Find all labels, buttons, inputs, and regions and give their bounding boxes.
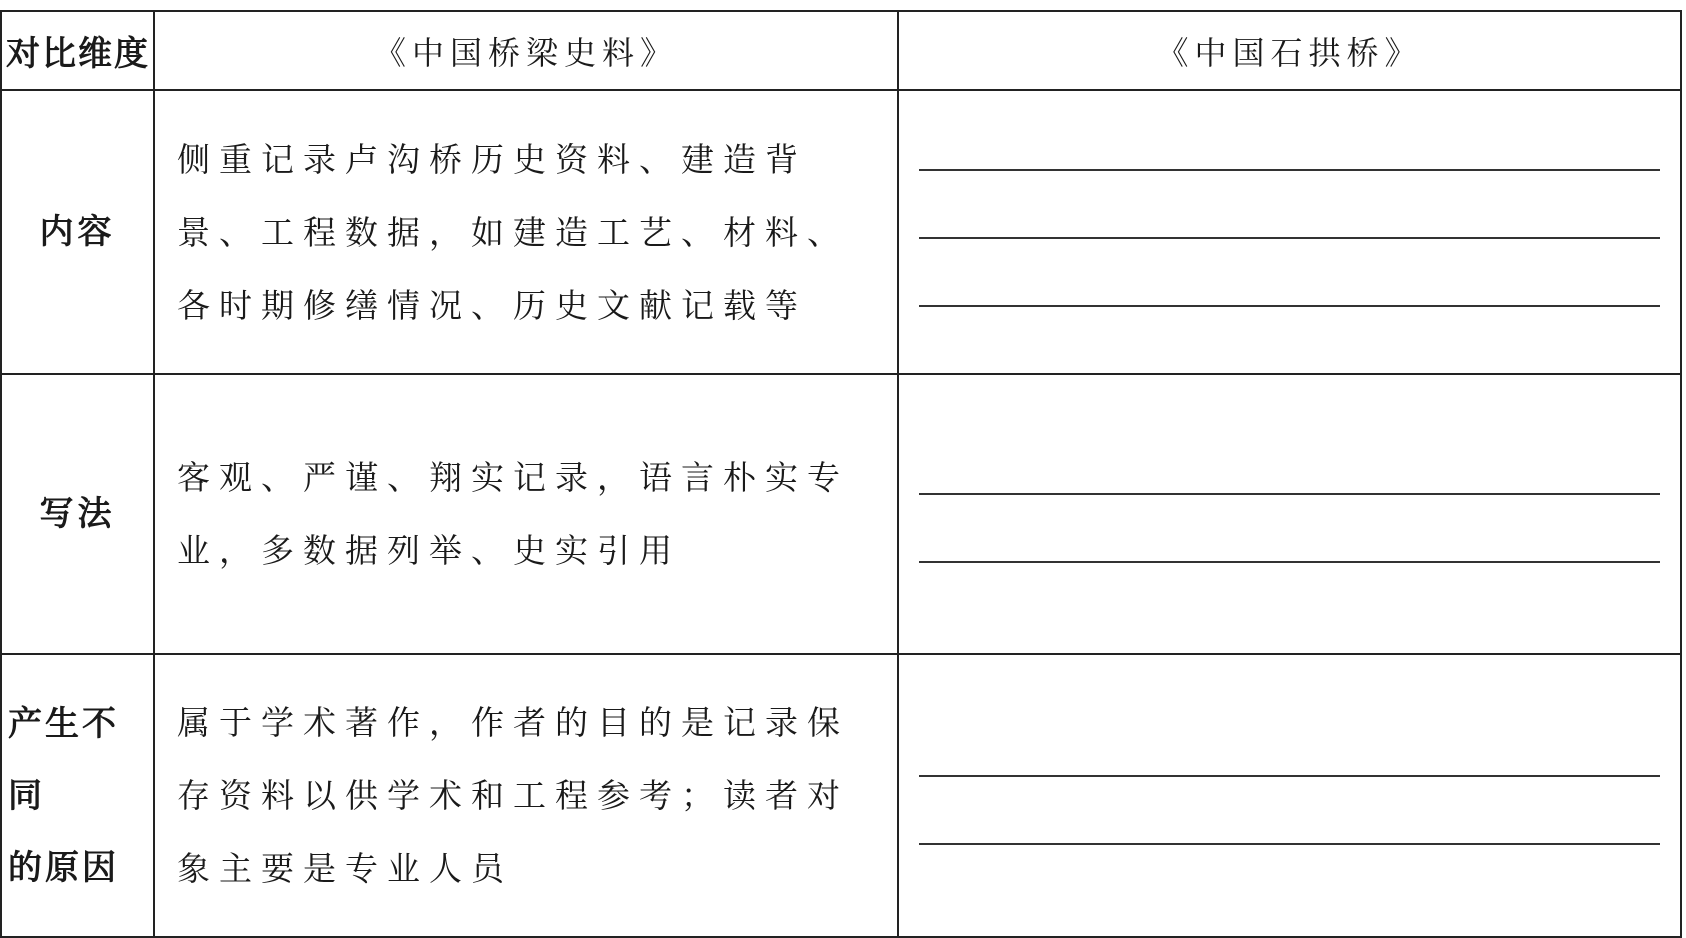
book-a-writing-text: 客观、严谨、翔实记录，语言朴实专业，多数据列举、史实引用 [154,374,898,654]
answer-blank-line[interactable] [919,843,1660,845]
table-row-reason [1,654,1681,937]
row-label-reason-line2: 的原因 [8,847,119,888]
book-a-reason-text: 属于学术著作，作者的目的是记录保存资料以供学术和工程参考；读者对象主要是专业人员 [154,654,898,937]
header-dimension: 对比维度 [1,11,154,90]
book-b-content-answer[interactable] [898,90,1681,374]
book-b-writing-answer[interactable] [898,374,1681,654]
header-book-a: 《中国桥梁史料》 [154,11,898,90]
answer-blank-line[interactable] [919,169,1660,171]
answer-lines[interactable] [919,375,1660,563]
row-label-content: 内容 [1,90,154,374]
answer-blank-line[interactable] [919,305,1660,307]
book-a-content-text: 侧重记录卢沟桥历史资料、建造背景、工程数据，如建造工艺、材料、各时期修缮情况、历史文献记载等 [154,90,898,374]
comparison-table [0,10,1682,938]
answer-lines[interactable] [919,655,1660,845]
row-label-reason-line1: 产生不同 [8,703,119,816]
table-row-writing [1,374,1681,654]
header-book-b: 《中国石拱桥》 [898,11,1681,90]
table-row-content [1,90,1681,374]
book-b-reason-answer[interactable] [898,654,1681,937]
row-label-reason [1,654,154,937]
answer-blank-line[interactable] [919,561,1660,563]
row-label-writing: 写法 [1,374,154,654]
answer-blank-line[interactable] [919,775,1660,777]
comparison-sheet [0,10,1680,934]
answer-blank-line[interactable] [919,237,1660,239]
answer-blank-line[interactable] [919,493,1660,495]
table-header-row [1,11,1681,90]
answer-lines[interactable] [919,91,1660,307]
